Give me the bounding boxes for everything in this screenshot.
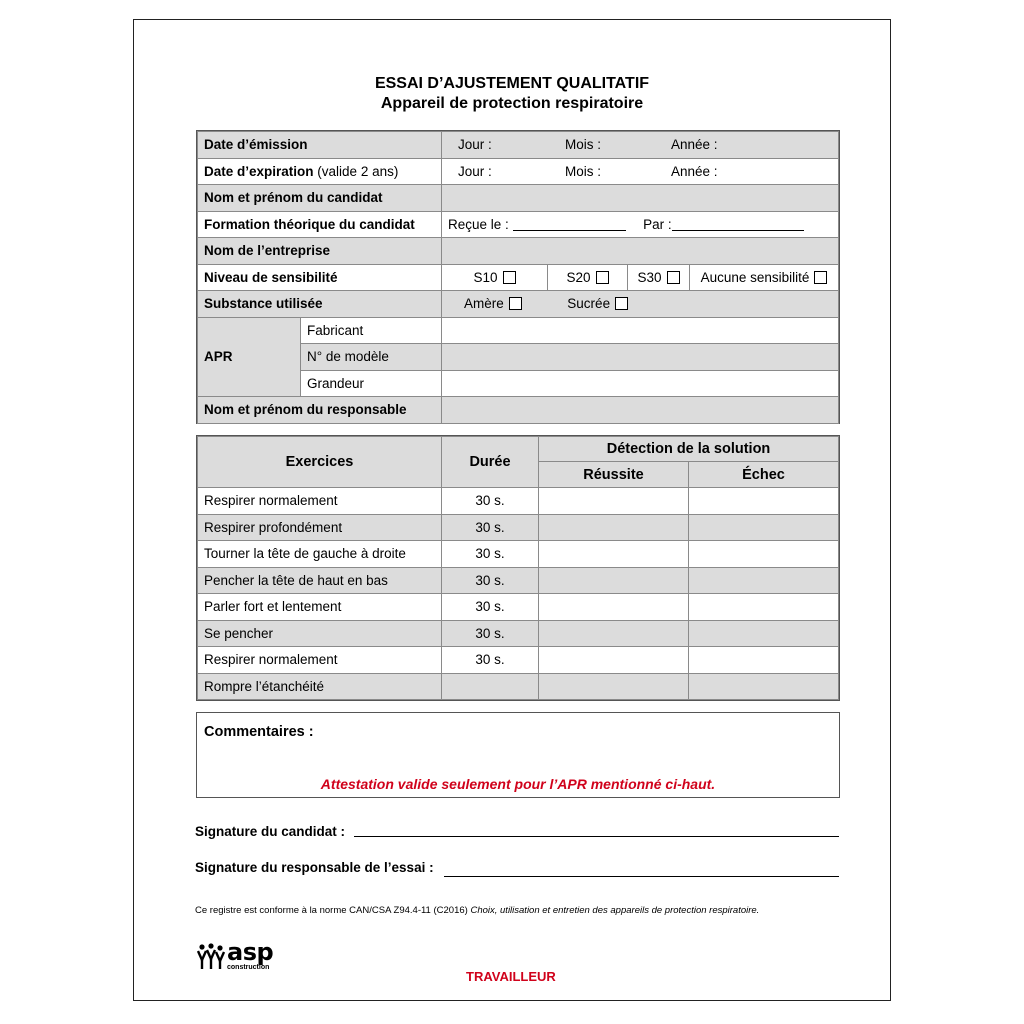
form-title: [0, 74, 1024, 114]
mois-label: Mois :: [565, 137, 602, 153]
row-formation: [198, 211, 839, 238]
exercise-reussite-cell[interactable]: [539, 541, 689, 568]
date-expiration-field[interactable]: [442, 158, 839, 185]
info-table-frame: [196, 130, 840, 424]
travailleur-label: TRAVAILLEUR: [466, 969, 556, 984]
substance-label: Substance utilisée: [198, 291, 442, 318]
exercise-duration: 30 s.: [442, 514, 539, 541]
substance-field: [442, 291, 839, 318]
s20-checkbox[interactable]: [596, 271, 609, 284]
responsable-label: Nom et prénom du responsable: [198, 397, 442, 424]
amere-label: Amère: [464, 296, 504, 312]
exercise-name: Se pencher: [198, 620, 442, 647]
norme-note: [195, 905, 759, 916]
mois-label: Mois :: [565, 163, 602, 179]
row-date-expiration: [198, 158, 839, 185]
modele-label: N° de modèle: [301, 344, 442, 371]
exercise-reussite-cell[interactable]: [539, 567, 689, 594]
date-emission-field[interactable]: [442, 132, 839, 159]
exercise-reussite-cell[interactable]: [539, 647, 689, 674]
exercise-reussite-cell[interactable]: [539, 514, 689, 541]
title-line-1: ESSAI D’AJUSTEMENT QUALITATIF: [374, 75, 650, 92]
s30-label: S30: [637, 269, 662, 285]
row-niveau: [198, 264, 839, 291]
exercise-echec-cell[interactable]: [689, 514, 839, 541]
exercise-name: Parler fort et lentement: [198, 594, 442, 621]
exercise-row: [198, 647, 839, 674]
signature-responsable-line[interactable]: [444, 876, 839, 877]
date-expiration-text: Date d’expiration: [204, 163, 314, 179]
niveau-label: Niveau de sensibilité: [198, 264, 442, 291]
sucree-checkbox[interactable]: [615, 297, 628, 310]
exercise-row: [198, 594, 839, 621]
asp-logo-text: asp: [227, 938, 274, 966]
exercise-duration: 30 s.: [442, 647, 539, 674]
fabricant-label: Fabricant: [301, 317, 442, 344]
nom-candidat-field[interactable]: [442, 185, 839, 212]
exercise-reussite-cell[interactable]: [539, 673, 689, 700]
exercise-name: Rompre l’étanchéité: [198, 673, 442, 700]
exercise-duration: 30 s.: [442, 594, 539, 621]
amere-checkbox[interactable]: [509, 297, 522, 310]
exercise-name: Respirer normalement: [198, 488, 442, 515]
comments-notice: Attestation valide seulement pour l’APR mentionné ci-haut.: [320, 776, 716, 792]
exercise-name: Respirer normalement: [198, 647, 442, 674]
exercise-reussite-cell[interactable]: [539, 488, 689, 515]
exercise-echec-cell[interactable]: [689, 541, 839, 568]
row-date-emission: [198, 132, 839, 159]
formation-field[interactable]: [442, 211, 839, 238]
s10-option[interactable]: [442, 264, 548, 291]
exercise-row: [198, 488, 839, 515]
jour-label: Jour :: [458, 163, 492, 179]
comments-box[interactable]: [196, 712, 840, 798]
exercise-echec-cell[interactable]: [689, 620, 839, 647]
asp-logo: [197, 938, 277, 973]
exercise-name: Pencher la tête de haut en bas: [198, 567, 442, 594]
grandeur-label: Grandeur: [301, 370, 442, 397]
header-detection: Détection de la solution: [539, 437, 839, 462]
row-responsable: [198, 397, 839, 424]
s10-checkbox[interactable]: [503, 271, 516, 284]
apr-label: APR: [198, 317, 301, 397]
exercise-echec-cell[interactable]: [689, 488, 839, 515]
title-line-2: Appareil de protection respiratoire: [380, 95, 644, 112]
exercise-echec-cell[interactable]: [689, 567, 839, 594]
aucune-label: Aucune sensibilité: [700, 269, 810, 285]
exercise-duration: 30 s.: [442, 620, 539, 647]
annee-label: Année :: [671, 137, 718, 153]
signature-candidat-line[interactable]: [354, 836, 839, 837]
recue-le-line[interactable]: [513, 218, 626, 231]
comments-label: Commentaires :: [204, 724, 314, 740]
exercise-duration: 30 s.: [442, 488, 539, 515]
modele-field[interactable]: [442, 344, 839, 371]
grandeur-field[interactable]: [442, 370, 839, 397]
responsable-field[interactable]: [442, 397, 839, 424]
par-label: Par :: [643, 216, 672, 232]
s30-option[interactable]: [628, 264, 690, 291]
exercises-header-row: [198, 437, 839, 462]
exercise-duration: 30 s.: [442, 541, 539, 568]
signature-candidat-label: Signature du candidat :: [195, 824, 346, 839]
s20-label: S20: [566, 269, 591, 285]
signature-responsable-label: Signature du responsable de l’essai :: [195, 860, 434, 875]
sucree-label: Sucrée: [567, 296, 611, 312]
entreprise-label: Nom de l’entreprise: [198, 238, 442, 265]
exercise-echec-cell[interactable]: [689, 647, 839, 674]
formation-label: Formation théorique du candidat: [198, 211, 442, 238]
exercise-echec-cell[interactable]: [689, 594, 839, 621]
annee-label: Année :: [671, 163, 718, 179]
s20-option[interactable]: [548, 264, 628, 291]
exercises-table: [197, 436, 839, 700]
exercise-reussite-cell[interactable]: [539, 620, 689, 647]
exercise-duration: 30 s.: [442, 567, 539, 594]
exercise-row: [198, 673, 839, 700]
s30-checkbox[interactable]: [667, 271, 680, 284]
norme-title: Choix, utilisation et entretien des appareils de protection respiratoire.: [470, 905, 760, 916]
info-table: [197, 131, 839, 424]
exercise-reussite-cell[interactable]: [539, 594, 689, 621]
row-substance: [198, 291, 839, 318]
aucune-checkbox[interactable]: [814, 271, 827, 284]
aucune-option[interactable]: [690, 264, 839, 291]
par-line[interactable]: [672, 218, 804, 231]
recue-le-label: Reçue le :: [448, 216, 509, 232]
header-exercices: Exercices: [198, 437, 442, 488]
asp-logo-sub: construction: [227, 964, 270, 971]
exercise-row: [198, 514, 839, 541]
entreprise-field[interactable]: [442, 238, 839, 265]
asp-people-icon: [197, 942, 227, 972]
header-echec: Échec: [689, 462, 839, 488]
norme-text: Ce registre est conforme à la norme CAN/CSA Z94.4-11 (C2016): [195, 905, 471, 916]
valide-text: (valide 2 ans): [317, 163, 399, 179]
fabricant-field[interactable]: [442, 317, 839, 344]
exercise-row: [198, 567, 839, 594]
row-nom-candidat: [198, 185, 839, 212]
exercise-duration: [442, 673, 539, 700]
header-reussite: Réussite: [539, 462, 689, 488]
exercise-row: [198, 541, 839, 568]
header-duree: Durée: [442, 437, 539, 488]
row-entreprise: [198, 238, 839, 265]
s10-label: S10: [473, 269, 498, 285]
jour-label: Jour :: [458, 137, 492, 153]
exercises-table-frame: [196, 435, 840, 701]
exercise-name: Tourner la tête de gauche à droite: [198, 541, 442, 568]
nom-candidat-label: Nom et prénom du candidat: [198, 185, 442, 212]
date-emission-label: Date d’émission: [198, 132, 442, 159]
row-fabricant: [198, 317, 839, 344]
exercise-row: [198, 620, 839, 647]
exercise-name: Respirer profondément: [198, 514, 442, 541]
exercise-echec-cell[interactable]: [689, 673, 839, 700]
date-expiration-label: [198, 158, 442, 185]
